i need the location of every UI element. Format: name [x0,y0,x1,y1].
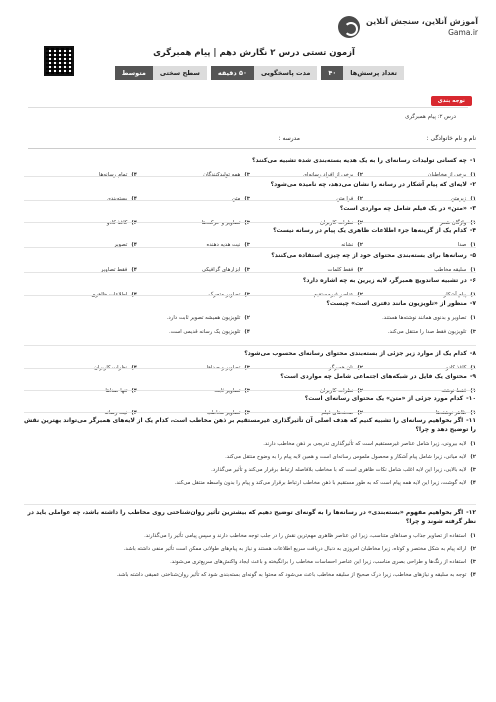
option-text: تصاویر متحرک [208,292,241,298]
option-text: تنها صداها [105,388,128,394]
gama-logo-icon [338,16,360,38]
question-number: ۷- [469,300,476,307]
question-stem: کدام یک از موارد زیر جزئی از بسته‌بندی محتوای رسانه‌ای محسوب می‌شود؟ [244,350,467,357]
option-text: ظاهر نوشته‌ها [435,410,467,416]
option-number: ۱) [470,242,476,248]
option-number: ۴) [131,242,137,248]
option-number: ۴) [131,365,137,371]
option-text: نظرات کاربران [320,388,354,394]
brand-name: آموزش آنلاین، سنجش آنلاین [365,17,478,26]
question-stem: لایه‌ای که پیام آشکار در رسانه را نشان می‌دهد، چه نامیده می‌شود؟ [270,181,467,188]
option-text: لایه بالایی، زیرا این لایه اغلب شامل نکات ظاهری است که با مخاطب بلافاصله ارتباط برقرار می‌کند و تأثیر می‌گذارد. [211,467,467,473]
question-number: ۹- [469,373,476,380]
option-text: تمام رسانه‌ها [98,172,128,178]
option-number: ۱) [470,172,476,178]
answer-option[interactable] [363,171,476,179]
lesson-label: درس ۲: پیام همبرگری [405,114,456,120]
option-number: ۱) [470,441,476,447]
option-text: برخی از افراد رسانه‌ای [302,172,354,178]
question-number: ۶- [469,277,476,284]
question-item [24,299,476,336]
option-number: ۲) [357,267,363,273]
option-text: عناصر غیرمستقیم [313,292,354,298]
divider [24,345,476,346]
options-list [24,314,476,336]
option-number: ۳) [470,559,476,565]
options-list [24,171,476,179]
brand-text [366,16,478,38]
option-number: ۱) [470,533,476,539]
brand-url: Gama.ir [448,28,478,37]
option-number: ۲) [357,410,363,416]
option-text: پیام آشکار [443,292,467,298]
qr-code-icon [44,46,74,76]
meta-value-questions: ۴۰ [321,66,343,80]
answer-option[interactable] [24,171,137,179]
option-text: تصاویر و بدنوی همانند نوشته‌ها هستند. [382,315,467,321]
option-number: ۳) [244,172,250,178]
question-item [24,251,476,274]
answer-option[interactable] [24,466,476,474]
option-text: نان همبرگر [328,365,354,371]
meta-label-questions: تعداد پرسش‌ها [343,66,404,80]
option-number: ۲) [470,454,476,460]
question-stem: اگر بخواهیم رسانه‌ای را تشبیه کنیم که هدف اصلی آن تأثیرگذاری غیرمستقیم بر ذهن مخاطب است، کدام یک از لایه‌های همبرگر می‌تواند بهترین نقش را توضیح دهد و چرا؟ [24,417,476,433]
option-text: تلویزیون فقط صدا را منتقل می‌کند. [387,329,467,335]
meta-value-difficulty: متوسط [115,66,153,80]
question-number: ۱- [469,157,476,164]
question-stem: منظور از «تلویزیون مانند دفتری است» چیست؟ [326,300,467,307]
option-number: ۴) [131,410,137,416]
answer-option[interactable] [24,314,250,322]
question-number: ۴- [469,227,476,234]
option-number: ۴) [470,480,476,486]
question-number: ۱۱- [466,417,476,424]
divider [24,272,476,273]
option-number: ۳) [244,292,250,298]
option-number: ۱) [470,267,476,273]
option-text: توجه به سلیقه و نیازهای مخاطب، زیرا درک صحیح از سلیقه مخاطب باعث می‌شود که محتوا به گونه‌ای بسته‌بندی شود که تأثیر روان‌شناختی عمیقی داشته باشد. [116,572,467,578]
question-text [24,276,476,285]
option-text: صحنه‌های فیلم [321,410,354,416]
option-number: ۱) [470,365,476,371]
answer-option[interactable] [137,195,250,203]
option-text: استفاده از رنگ‌ها و طراحی بصری مناسب، زیرا این عناصر احساسات مخاطب را برانگیخته و باعث ایجاد واکنش‌های سریع‌تری می‌شوند. [170,559,467,565]
question-item [24,508,476,579]
option-number: ۱) [470,220,476,226]
option-text: نشانه [341,242,354,248]
option-text: نیت هدیه دهنده [206,242,241,248]
divider [24,368,476,369]
option-text: تصاویر ثابت [214,388,241,394]
answer-option[interactable] [24,532,476,540]
option-text: ابزارهای گرافیکی [201,267,241,273]
option-text: لایه گوشت، زیرا این لایه همه پیام است که به طور مستقیم با ذهن مخاطب ارتباط برقرار می‌کند و پیام را بدون واسطه منتقل می‌کند. [174,480,467,486]
meta-label-difficulty: سطح سختی [153,66,207,80]
option-number: ۲) [357,220,363,226]
option-number: ۳) [244,365,250,371]
option-number: ۳) [244,242,250,248]
question-text [24,416,476,434]
option-number: ۴) [131,267,137,273]
option-number: ۱) [470,196,476,202]
question-text [24,299,476,308]
question-item [24,204,476,227]
option-text: لایه میانی، زیرا شامل پیام آشکار و محصول ملموس رسانه‌ای است و همین لایه پیام را به وضوح منتقل می‌کند. [225,454,467,460]
answer-option[interactable] [24,440,476,448]
divider [24,504,476,505]
meta-label-duration: مدت پاسخگویی [254,66,317,80]
question-text [24,204,476,213]
answer-option[interactable] [250,328,476,336]
option-number: ۱) [470,388,476,394]
answer-option[interactable] [137,171,250,179]
question-number: ۳- [469,205,476,212]
question-item [24,416,476,487]
question-stem: محتوای یک فایل در شبکه‌های اجتماعی شامل چه مواردی است؟ [280,373,467,380]
option-number: ۲) [470,546,476,552]
question-stem: چه کسانی تولیدات رسانه‌ای را به یک هدیه بسته‌بندی شده تشبیه می‌کنند؟ [252,157,467,164]
divider [24,200,476,201]
divider [28,107,468,108]
brand[interactable] [338,16,478,38]
option-text: فقط نوشته [441,388,467,394]
option-text: نظرات کاربران [320,220,354,226]
divider [24,412,476,413]
answer-option[interactable] [24,571,476,579]
question-stem: کدام مورد جزئی از «متن» یک محتوای رسانه‌ای است؟ [304,395,464,402]
option-number: ۳) [470,329,476,335]
option-text: نظرات کاربران [94,365,128,371]
option-number: ۳) [470,467,476,473]
question-text [24,508,476,526]
option-text: زیرمتن [450,196,467,202]
option-text: سلیقه مخاطب [434,267,467,273]
name-field[interactable]: نام و نام خانوادگی : [426,135,476,142]
option-number: ۴) [244,329,250,335]
divider [24,295,476,296]
option-number: ۴) [131,292,137,298]
question-text [24,372,476,381]
option-text: تصاویر و حرکت‌ها [201,220,241,226]
option-number: ۳) [244,388,250,394]
option-text: کاغذ کادو [106,220,128,226]
question-number: ۸- [469,350,476,357]
option-text: برخی از مخاطبان [427,172,467,178]
option-text: فرا متن [336,196,354,202]
option-text: اطلاعات ظاهری [91,292,128,298]
answer-option[interactable] [24,453,476,461]
option-text: نیت رسانه [104,410,128,416]
section-tag: نوجه بندی [431,96,472,106]
option-number: ۲) [244,315,250,321]
question-stem: کدام یک از گزینه‌ها جزء اطلاعات ظاهری یک پیام در رسانه نیست؟ [273,227,467,234]
question-item [24,372,476,395]
option-number: ۱) [470,292,476,298]
question-stem: «متن» در یک فیلم شامل چه مواردی است؟ [339,205,467,212]
answer-option[interactable] [250,314,476,322]
question-text [24,394,476,403]
option-number: ۱) [470,410,476,416]
option-text: کاغذ کادو [445,365,467,371]
answer-option[interactable] [24,195,137,203]
header [0,0,496,92]
question-text [24,226,476,235]
divider [24,390,476,391]
school-field[interactable]: مدرسه : [278,135,300,142]
option-number: ۳) [244,267,250,273]
options-list [24,532,476,579]
option-number: ۴) [470,572,476,578]
question-stem: اگر بخواهیم مفهوم «بسته‌بندی» در رسانه‌ها را به گونه‌ای توضیح دهیم که بیشترین تأثیر روان‌شناختی روی مخاطب را داشته باشد، چه عواملی باید در نظر گرفته شوند و چرا؟ [27,509,476,525]
options-list [24,440,476,487]
divider [28,148,476,149]
question-item [24,394,476,417]
exam-meta [115,66,404,80]
question-number: ۱۲- [466,509,476,516]
question-stem: رسانه‌ها برای بسته‌بندی محتوای خود از چه چیزی استفاده می‌کنند؟ [271,252,467,259]
option-number: ۴) [131,220,137,226]
option-number: ۳) [244,220,250,226]
divider [24,247,476,248]
exam-title: آزمون تستی درس ۲ نگارش دهم | پیام همبرگری [153,48,355,58]
option-number: ۲) [357,365,363,371]
question-text [24,180,476,189]
answer-option[interactable] [250,171,363,179]
option-text: تلویزیون همیشه تصویر ثابت دارد. [166,315,241,321]
option-text: همه تولیدکنندگان [203,172,241,178]
answer-option[interactable] [363,195,476,203]
option-text: متن [231,196,241,202]
question-number: ۵- [469,252,476,259]
question-stem: در تشبیه ساندویچ همبرگر، لایه زیرین به چه اشاره دارد؟ [302,277,467,284]
question-text [24,251,476,260]
option-text: صدا [457,242,467,248]
option-text: لایه بیرونی، زیرا شامل عناصر غیرمستقیم است که تأثیرگذاری تدریجی بر ذهن مخاطب دارند. [263,441,467,447]
option-text: تلویزیون یک رسانه قدیمی است. [168,329,241,335]
option-number: ۲) [357,196,363,202]
option-number: ۴) [131,388,137,394]
answer-option[interactable] [24,328,250,336]
option-number: ۲) [357,388,363,394]
option-number: ۱) [470,315,476,321]
divider [24,222,476,223]
answer-option[interactable] [24,545,476,553]
option-text: فقط تصاویر [100,267,128,273]
question-number: ۱۰- [466,395,476,402]
option-number: ۲) [357,172,363,178]
question-item [24,226,476,249]
answer-option[interactable] [24,558,476,566]
option-text: بسته‌بندی [106,196,128,202]
option-number: ۴) [131,196,137,202]
meta-value-duration: ۵۰ دقیقه [211,66,254,80]
answer-option[interactable] [24,479,476,487]
answer-option[interactable] [250,195,363,203]
option-text: تصاویر مخاطب [206,410,241,416]
option-text: واژگان شعر [440,220,467,226]
option-number: ۳) [244,196,250,202]
option-text: تصاویر و صداها [206,365,241,371]
option-text: استفاده از تصاویر جذاب و صداهای متناسب، زیرا این عناصر ظاهری مهم‌ترین نقش را در جلب توجه مخاطب دارند و سپس پیامی تأثیر را می‌گذارند. [144,533,467,539]
question-number: ۲- [469,181,476,188]
option-text: ارائه پیام به شکل مختصر و کوتاه، زیرا مخاطبان امروزی به دنبال دریافت سریع اطلاعات هستند و نیاز به پیام‌های طولانی ممکن است تأثیر منفی داشته باشد. [123,546,467,552]
option-number: ۲) [357,292,363,298]
option-number: ۴) [131,172,137,178]
divider [24,176,476,177]
question-text [24,156,476,165]
option-number: ۲) [357,242,363,248]
question-text [24,349,476,358]
option-number: ۳) [244,410,250,416]
options-list [24,195,476,203]
option-text: تصویر [114,242,128,248]
option-text: فقط کلمات [327,267,354,273]
